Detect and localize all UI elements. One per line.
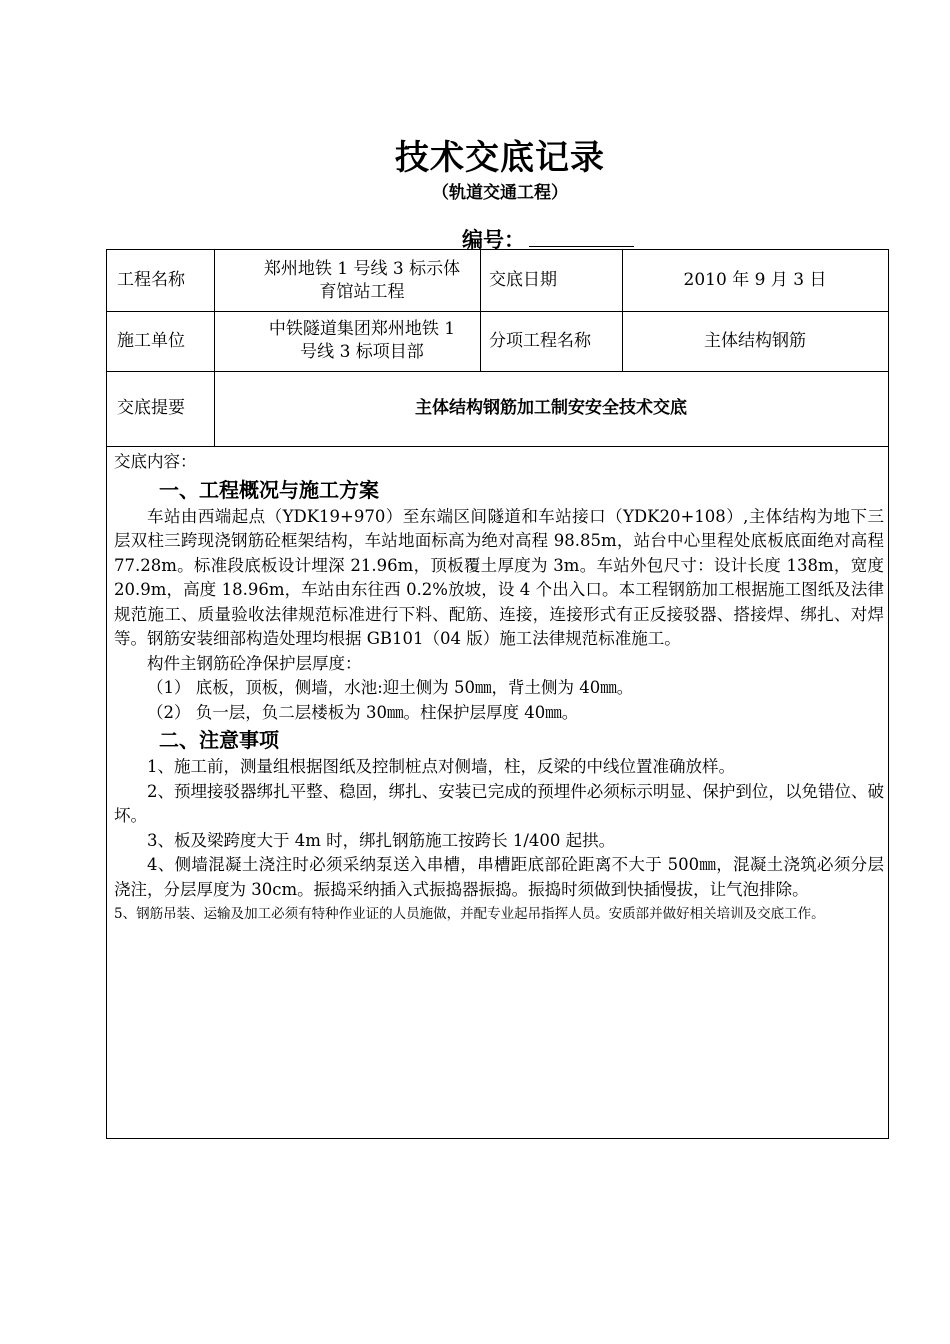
content-label: 交底内容： (114, 452, 197, 471)
summary-value (214, 371, 888, 446)
summary-value-text: 主体结构钢筋加工制安安全技术交底 (415, 398, 687, 418)
subitem-value-text: 主体结构钢筋 (704, 330, 806, 351)
section1-title: 一、工程概况与施工方案 (159, 477, 379, 502)
section1-paragraph: 车站由西端起点（YDK19+970）至东端区间隧道和车站接口（YDK20+108）,主体结构为地下三层双柱三跨现浇钢筋砼框架结构，车站地面标高为绝对高程 98.85m，站台中心里程处底板底面绝对高程 77.28m。标准段底板设计埋深 21.96m，顶板覆土厚度为 3m。车站外包尺寸：设计长度 138m，宽度 20.9m，高度 18.96m，车站由东往西 0.2%放坡，设 4 个出入口。本工程钢筋加工根据施工图纸及法律规范施工、质量验收法律规范标准进行下料、配筋、连接，连接形式有正反接驳器、搭接焊、绑扎、对焊等。钢筋安装细部构造处理均根据 GB101（04 版）施工法律规范标准施工。 (114, 506, 884, 648)
date-label-text: 交底日期 (489, 270, 557, 290)
contractor-label-text: 施工单位 (117, 330, 185, 351)
doc-number-label: 编号： (462, 227, 525, 252)
note-4: 4、侧墙混凝土浇注时必须采纳泵送入串槽，串槽距底部砼距离不大于 500㎜，混凝土浇筑必须分层浇注，分层厚度为 30cm。振捣采纳插入式振捣器振捣。振捣时须做到快插慢拔，让气泡排除。 (114, 855, 884, 899)
contractor-line1: 中铁隧道集团郑州地铁 1 (268, 319, 456, 339)
note-1: 1、施工前，测量组根据图纸及控制桩点对侧墙，柱，反梁的中线位置准确放样。 (147, 757, 735, 776)
row-divider (107, 446, 888, 447)
contractor-value (247, 311, 477, 371)
project-name-value (247, 250, 477, 311)
project-name-line1: 郑州地铁 1 号线 3 标示体 (263, 258, 461, 279)
project-name-line2: 育馆站工程 (319, 281, 405, 302)
document-title: 技术交底记录 (395, 138, 605, 178)
doc-number-blank (529, 224, 634, 247)
section2-title: 二、注意事项 (159, 728, 279, 752)
briefing-content (114, 450, 884, 926)
document-subtitle: （轨道交通工程） (432, 183, 568, 203)
cover-title: 构件主钢筋砼净保护层厚度： (147, 653, 362, 673)
date-value-text: 2010 年 9 月 3 日 (683, 270, 827, 290)
contractor-label (117, 311, 212, 371)
subitem-value (622, 311, 888, 371)
note-3: 3、板及梁跨度大于 4m 时，绑扎钢筋施工按跨长 1/400 起拱。 (147, 830, 616, 850)
contractor-line2: 号线 3 标项目部 (300, 342, 424, 362)
project-name-label-text: 工程名称 (117, 270, 185, 290)
cover-item-1: （1） 底板，顶板，侧墙，水池:迎土侧为 50㎜，背土侧为 40㎜。 (147, 678, 634, 697)
subitem-label (489, 311, 619, 371)
subitem-label-text: 分项工程名称 (489, 330, 591, 351)
project-name-label (117, 250, 212, 311)
date-label (489, 250, 619, 311)
date-value (622, 250, 888, 311)
note-2: 2、预埋接驳器绑扎平整、稳固，绑扎、安装已完成的预埋件必须标示明显、保护到位，以免错位、破坏。 (114, 781, 884, 825)
summary-label (117, 371, 212, 446)
summary-label-text: 交底提要 (117, 398, 185, 418)
note-5: 5、钢筋吊装、运输及加工必须有特种作业证的人员施做，并配专业起吊指挥人员。安质部并做好相关培训及交底工作。 (114, 906, 825, 922)
col-divider (480, 250, 481, 371)
cover-item-2: （2） 负一层，负二层楼板为 30㎜。柱保护层厚度 40㎜。 (147, 702, 579, 722)
